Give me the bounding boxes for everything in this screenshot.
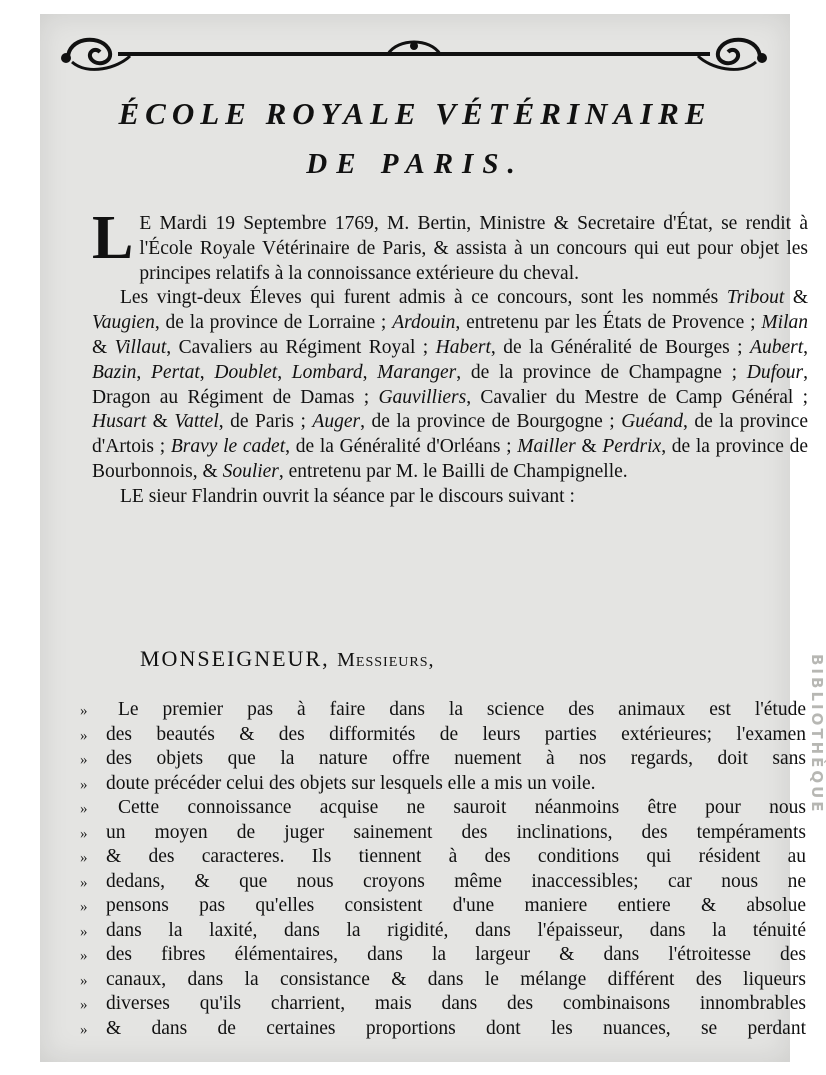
speech-line-text: des beautés & des difformités de leurs parties extérieures; l'examen	[106, 723, 806, 745]
student-name: Vattel	[174, 411, 219, 433]
quote-mark: »	[80, 727, 88, 744]
speech-line-text: diverses qu'ils charrient, mais dans des combinaisons innombrables	[106, 993, 806, 1014]
student-name: Guéand	[621, 411, 683, 433]
speech-line-text: des objets que la nature offre nuement à nos regards, doit sans	[106, 748, 806, 769]
quote-mark: »	[80, 776, 88, 793]
quote-mark: »	[80, 850, 88, 866]
speech-line	[80, 992, 806, 1017]
student-name: Soulier	[222, 460, 279, 482]
intro-paragraph-3	[92, 485, 808, 510]
student-name: Aubert	[750, 336, 804, 358]
speech-line-text: dans la laxité, dans la rigidité, dans l'épaisseur, dans la ténuité	[106, 919, 806, 941]
speech-line	[80, 1017, 806, 1042]
intro-text-1: E Mardi 19 Septembre 1769, M. Bertin, Ministre & Secretaire d'État, se rendit à l'École Royale Vétérinaire de Paris, & assista à un concours qui eut pour objet les principes relatifs à la connoissance extérieure du cheval.	[139, 213, 808, 284]
speech-line-text: Cette connoissance acquise ne sauroit néanmoins être pour nous	[118, 797, 806, 818]
speech-line	[80, 870, 806, 895]
speech-line	[80, 919, 806, 944]
quote-mark: »	[80, 703, 88, 719]
student-name: Bravy le cadet	[170, 436, 286, 458]
quote-mark: »	[80, 874, 88, 891]
quote-mark: »	[80, 1021, 88, 1038]
speech-line-text: doute précéder celui des objets sur lesquels elle a mis un voile.	[106, 772, 596, 794]
speech-line	[80, 772, 806, 797]
quote-mark: »	[80, 997, 88, 1013]
quote-mark: »	[80, 752, 88, 768]
speech-line	[80, 894, 806, 919]
student-name: Gauvilliers	[378, 386, 467, 408]
quote-mark: »	[80, 801, 88, 817]
speech-line-text: des fibres élémentaires, dans la largeur & dans l'étroitesse des	[106, 944, 806, 965]
speech-line-text: un moyen de juger sainement des inclinations, des tempéraments	[106, 821, 806, 843]
salutation	[140, 646, 780, 672]
student-name: Vaugien	[92, 312, 155, 334]
student-name: Bazin	[92, 361, 137, 383]
document-page	[40, 14, 826, 1062]
quote-mark: »	[80, 825, 88, 842]
student-name: Doublet	[214, 361, 278, 383]
speech-line-text: & dans de certaines proportions dont les nuances, se perdant	[106, 1017, 806, 1039]
student-name: Pertat	[151, 361, 200, 383]
student-name: Maranger	[377, 361, 457, 383]
student-name: Habert	[435, 336, 491, 358]
student-name: Tribout	[726, 287, 785, 309]
intro-text-3: E sieur Flandrin ouvrit la séance par le discours suivant :	[131, 485, 575, 507]
speech-line	[80, 796, 806, 821]
student-name: Husart	[92, 411, 147, 433]
speech-line-text: Le premier pas à faire dans la science des animaux est l'étude	[118, 699, 806, 720]
student-name: Perdrix	[602, 436, 662, 458]
quote-mark: »	[80, 899, 88, 915]
student-name: Dufour	[746, 361, 804, 383]
library-stamp: BIBLIOTHÈQUE	[808, 654, 826, 815]
document-subtitle: DE PARIS.	[306, 148, 524, 180]
speech-line	[80, 821, 806, 846]
intro-paragraph-1	[92, 204, 808, 286]
speech-line	[80, 968, 806, 993]
students-lead: Les vingt-deux Éleves qui furent admis à ce concours, sont les nommés	[120, 287, 727, 309]
student-name: Villaut	[114, 336, 167, 358]
student-name: Auger	[312, 411, 361, 433]
student-name: Lombard	[291, 361, 363, 383]
student-name: Mailler	[517, 436, 576, 458]
paragraph-lead-letter: L	[120, 485, 132, 507]
quote-mark: »	[80, 972, 88, 989]
speech-line	[80, 943, 806, 968]
speech-section	[80, 698, 806, 1041]
student-name: Milan	[761, 312, 808, 334]
speech-line-text: canaux, dans la consistance & dans le mélange différent des liqueurs	[106, 968, 806, 990]
document-title: ÉCOLE ROYALE VÉTÉRINAIRE	[118, 96, 712, 131]
quote-mark: »	[80, 923, 88, 940]
speech-line	[80, 698, 806, 723]
drop-cap: L	[92, 204, 134, 272]
header-ornament	[58, 28, 770, 80]
salutation-rest: Messieurs,	[337, 649, 435, 671]
speech-line-text: & des caracteres. Ils tiennent à des conditions qui résident au	[106, 846, 806, 867]
intro-paragraph-2: Les vingt-deux Éleves qui furent admis à ce concours, sont les nommés Tribout & Vaugien, de la province de Lorraine ; Ardouin, entretenu par les États de Provence ; Milan & Villaut, Cavaliers au Régiment Royal ; Habert, de la Généralité de Bourges ; Aubert, Bazin, Pertat, Doublet, Lombard, Maranger, de la province de Champagne ; Dufour, Dragon au Régiment de Damas ; Gauvilliers, Cavalier du Mestre de Camp Général ; Husart & Vattel, de Paris ; Auger, de la province de Bourgogne ; Guéand, de la province d'Artois ; Bravy le cadet, de la Généralité d'Orléans ; Mailler & Perdrix, de la province de Bourbonnois, & Soulier, entretenu par M. le Bailli de Champignelle.	[92, 287, 809, 482]
quote-mark: »	[80, 948, 88, 964]
speech-line	[80, 723, 806, 748]
salutation-main: MONSEIGNEUR,	[140, 646, 330, 671]
intro-section	[92, 204, 809, 510]
speech-line	[80, 845, 806, 870]
speech-line-text: dedans, & que nous croyons même inaccessibles; car nous ne	[106, 870, 806, 892]
student-name: Ardouin	[392, 312, 456, 334]
speech-line	[80, 747, 806, 772]
speech-line-text: pensons pas qu'elles consistent d'une maniere entiere & absolue	[106, 895, 806, 916]
